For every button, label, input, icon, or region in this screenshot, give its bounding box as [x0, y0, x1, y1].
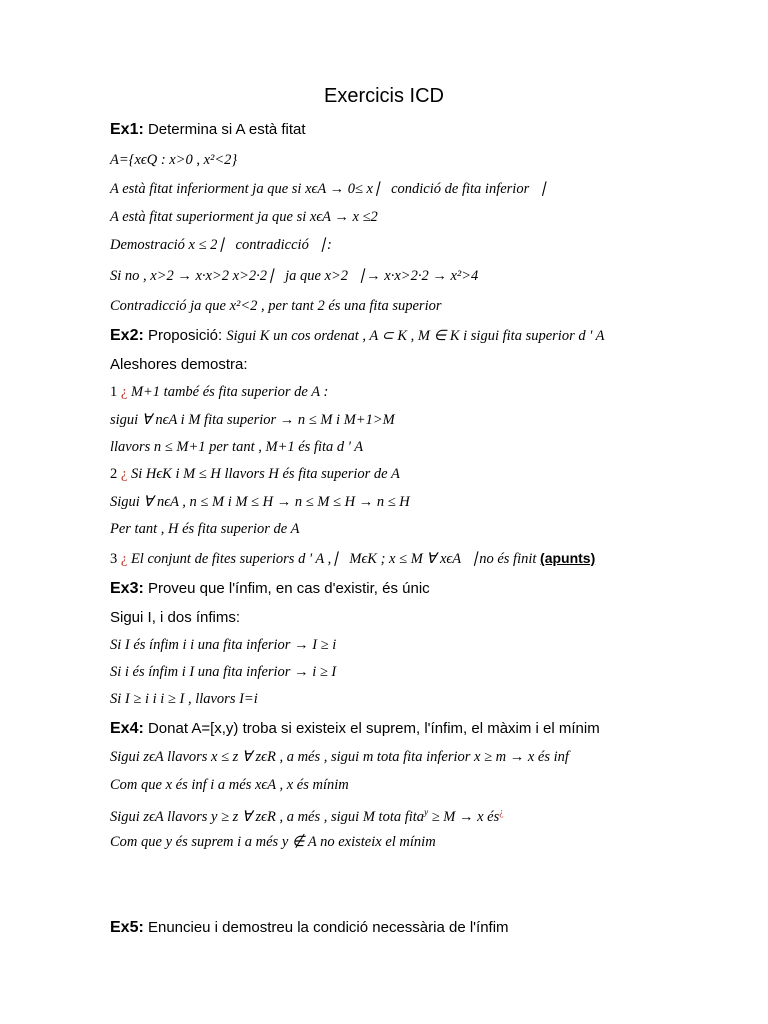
ex4-label: Ex4:: [110, 720, 144, 737]
ex4-line-1: Sigui zϵA llavors x ≤ z ∀ zϵR , a més , sigui m tota fita inferior x ≥ m → x és inf: [110, 749, 569, 765]
ex1-line-3: A està fitat superiorment ja que si xϵA → x ≤2: [110, 209, 378, 225]
ex2-q3: [110, 550, 595, 568]
ex3-heading-text: Proveu que l'ínfim, en cas d'existir, és únic: [147, 580, 430, 597]
ex3-heading: [110, 580, 430, 598]
ex2-q2-line-b: Per tant , H és fita superior de A: [110, 521, 300, 537]
ex2-q3-text: El conjunt de fites superiors d ' A , ⎸MϵK ; x ≤ M ∀ xϵA⎹ no és finit: [130, 551, 537, 567]
ex5-label: Ex5:: [110, 919, 144, 936]
ex3-line-3: Si I ≥ i i i ≥ I , llavors I=i: [110, 691, 258, 707]
ex2-heading: [110, 327, 605, 345]
ex1-line-6: Contradicció ja que x²<2 , per tant 2 és una fita superior: [110, 298, 442, 314]
ex1-line-5: Si no , x>2 → x·x>2 x>2·2 ⎸ja que x>2⎹ → x·x>2·2 → x²>4: [110, 268, 479, 284]
ex1-label: Ex1:: [110, 121, 144, 138]
ex4-line-3-mark: ¿: [499, 807, 504, 818]
ex2-heading-text: Proposició:: [147, 327, 223, 344]
ex2-q1-mark: ¿: [120, 384, 128, 400]
ex3-line-1: Si I és ínfim i i una fita inferior → I ≥ i: [110, 637, 337, 653]
ex5-heading-text: Enuncieu i demostreu la condició necessària de l'ínfim: [147, 919, 509, 936]
ex4-heading: [110, 720, 600, 738]
ex2-q2-line-a: Sigui ∀ nϵA , n ≤ M i M ≤ H → n ≤ M ≤ H → n ≤ H: [110, 494, 410, 510]
ex2-q2: [110, 466, 400, 483]
ex3-line-2: Si i és ínfim i I una fita inferior → i ≥ I: [110, 664, 337, 680]
ex2-q2-mark: ¿: [120, 466, 128, 482]
ex4-line-3-sup: y: [424, 807, 429, 817]
ex2-q1-line-a: sigui ∀ nϵA i M fita superior → n ≤ M i M+1>M: [110, 412, 395, 428]
ex2-q3-note: (apunts): [540, 550, 596, 566]
ex1-heading-text: Determina si A està fitat: [147, 121, 306, 138]
ex2-q1-text: M+1 també és fita superior de A :: [130, 384, 329, 400]
ex2-q2-num: 2: [110, 466, 118, 482]
ex4-line-3-text: Sigui zϵA llavors y ≥ z ∀ zϵR , a més , sigui M tota fita: [110, 808, 425, 825]
ex2-q3-mark: ¿: [120, 551, 128, 567]
page-title: Exercicis ICD: [323, 85, 444, 107]
ex4-line-3: [110, 807, 504, 826]
ex2-q3-num: 3: [110, 551, 118, 567]
ex2-label: Ex2:: [110, 327, 144, 344]
ex2-heading-math: Sigui K un cos ordenat , A ⊂ K , M ∈ K i sigui fita superior d ' A: [226, 328, 605, 344]
ex2-q1: [110, 384, 328, 401]
ex2-q2-text: Si HϵK i M ≤ H llavors H és fita superior de A: [130, 466, 400, 482]
ex2-q1-num: 1: [110, 384, 118, 400]
ex3-line-a: Sigui I, i dos ínfims:: [110, 609, 241, 626]
ex2-then: Aleshores demostra:: [110, 356, 248, 373]
ex1-heading: [110, 121, 306, 139]
ex4-line-4: Com que y és suprem i a més y ∉ A no existeix el mínim: [110, 834, 436, 850]
ex3-label: Ex3:: [110, 580, 144, 597]
ex1-line-4: Demostració x ≤ 2 ⎸contradicció⎹ :: [110, 237, 332, 253]
ex4-line-2: Com que x és inf i a més xϵA , x és mínim: [110, 777, 349, 793]
ex2-q1-line-b: llavors n ≤ M+1 per tant , M+1 és fita d ' A: [110, 439, 364, 455]
ex5-heading: [110, 919, 509, 937]
ex1-line-1: A={xϵQ : x>0 , x²<2}: [110, 152, 238, 168]
ex4-line-3-end: ≥ M → x és: [428, 808, 500, 825]
ex1-line-2: A està fitat inferiorment ja que si xϵA → 0≤ x ⎸condició de fita inferior⎹: [110, 181, 544, 197]
ex4-heading-text: Donat A=[x,y) troba si existeix el suprem, l'ínfim, el màxim i el mínim: [147, 720, 600, 737]
